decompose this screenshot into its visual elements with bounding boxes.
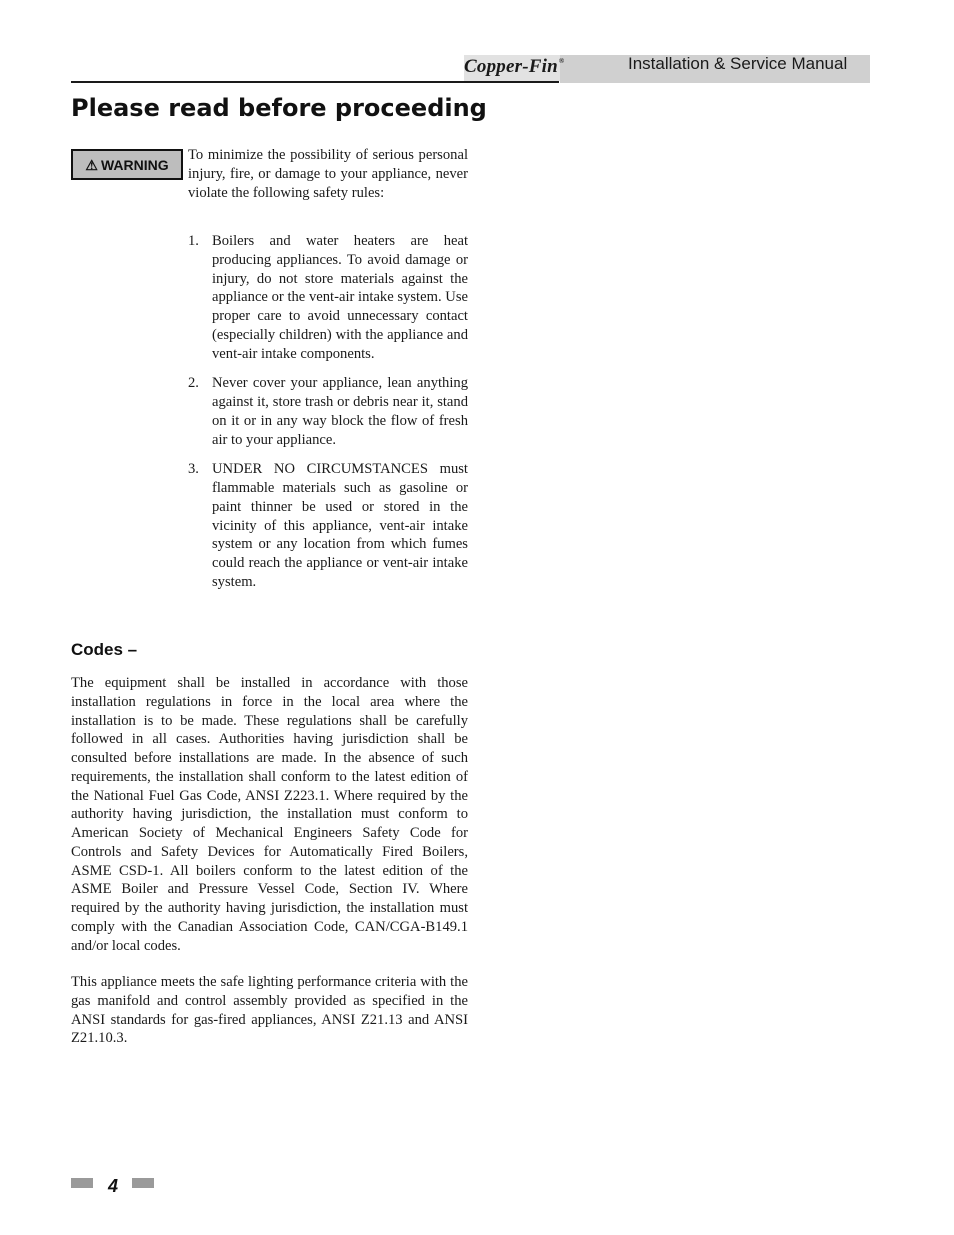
page-number: 4 xyxy=(108,1176,119,1196)
list-item xyxy=(188,460,468,591)
warning-label: WARNING xyxy=(100,156,169,173)
list-item-number: 2. xyxy=(188,375,199,392)
warning-triangle-icon: ⚠ xyxy=(85,156,98,173)
codes-heading: Codes – xyxy=(71,640,138,659)
brand-logo xyxy=(464,56,564,78)
header-divider xyxy=(71,81,559,83)
brand-name: Copper-Fin xyxy=(464,56,558,77)
list-item-text: Never cover your appliance, lean anything against it, store trash or debris near it, stand on it or in any way block the flow of fresh air to your appliance. xyxy=(212,375,468,448)
footer-bar-right xyxy=(132,1178,154,1188)
warning-badge xyxy=(71,149,183,180)
list-item-number: 3. xyxy=(188,461,199,478)
page-title: Please read before proceeding xyxy=(71,94,487,122)
warning-intro: To minimize the possibility of serious personal injury, fire, or damage to your appliance, never violate the following safety rules: xyxy=(188,147,468,201)
codes-paragraph-2: This appliance meets the safe lighting performance criteria with the gas manifold and control assembly provided as specified in the ANSI standards for gas-fired appliances, ANSI Z21.13 and ANSI Z21.10.3. xyxy=(71,974,468,1047)
list-item xyxy=(188,374,468,449)
manual-title: Installation & Service Manual xyxy=(628,54,848,73)
list-item xyxy=(188,232,468,363)
codes-paragraph-1: The equipment shall be installed in accordance with those installation regulations in force in the local area where the installation is to be made. These regulations shall be carefully followed in all cases. Authorities having jurisdiction shall be consulted before installations are made. In the absence of such requirements, the installation shall conform to the latest edition of the National Fuel Gas Code, ANSI Z223.1. Where required by the authority having jurisdiction, the installation must conform to American Society of Mechanical Engineers Safety Code for Controls and Safety Devices for Automatically Fired Boilers, ASME CSD-1. All boilers conform to the latest edition of the ASME Boiler and Pressure Vessel Code, Section IV. Where required by the authority having jurisdiction, the installation must comply with the Canadian Association Code, CAN/CGA-B149.1 and/or local codes. xyxy=(71,675,468,954)
safety-rules-list xyxy=(188,232,468,603)
list-item-number: 1. xyxy=(188,233,199,249)
registered-mark: ® xyxy=(558,57,565,65)
list-item-text: UNDER NO CIRCUMSTANCES must flammable materials such as gasoline or paint thinner be used or stored in the vicinity of this appliance, vent-air intake system or any location from which fumes could reach the appliance or vent-air intake system. xyxy=(212,461,468,590)
list-item-text: Boilers and water heaters are heat producing appliances. To avoid damage or injury, do not store materials against the appliance or the vent-air intake system. Use proper care to avoid unnecessary contact (especially children) with the appliance and vent-air intake components. xyxy=(212,233,468,362)
footer-bar-left xyxy=(71,1178,93,1188)
